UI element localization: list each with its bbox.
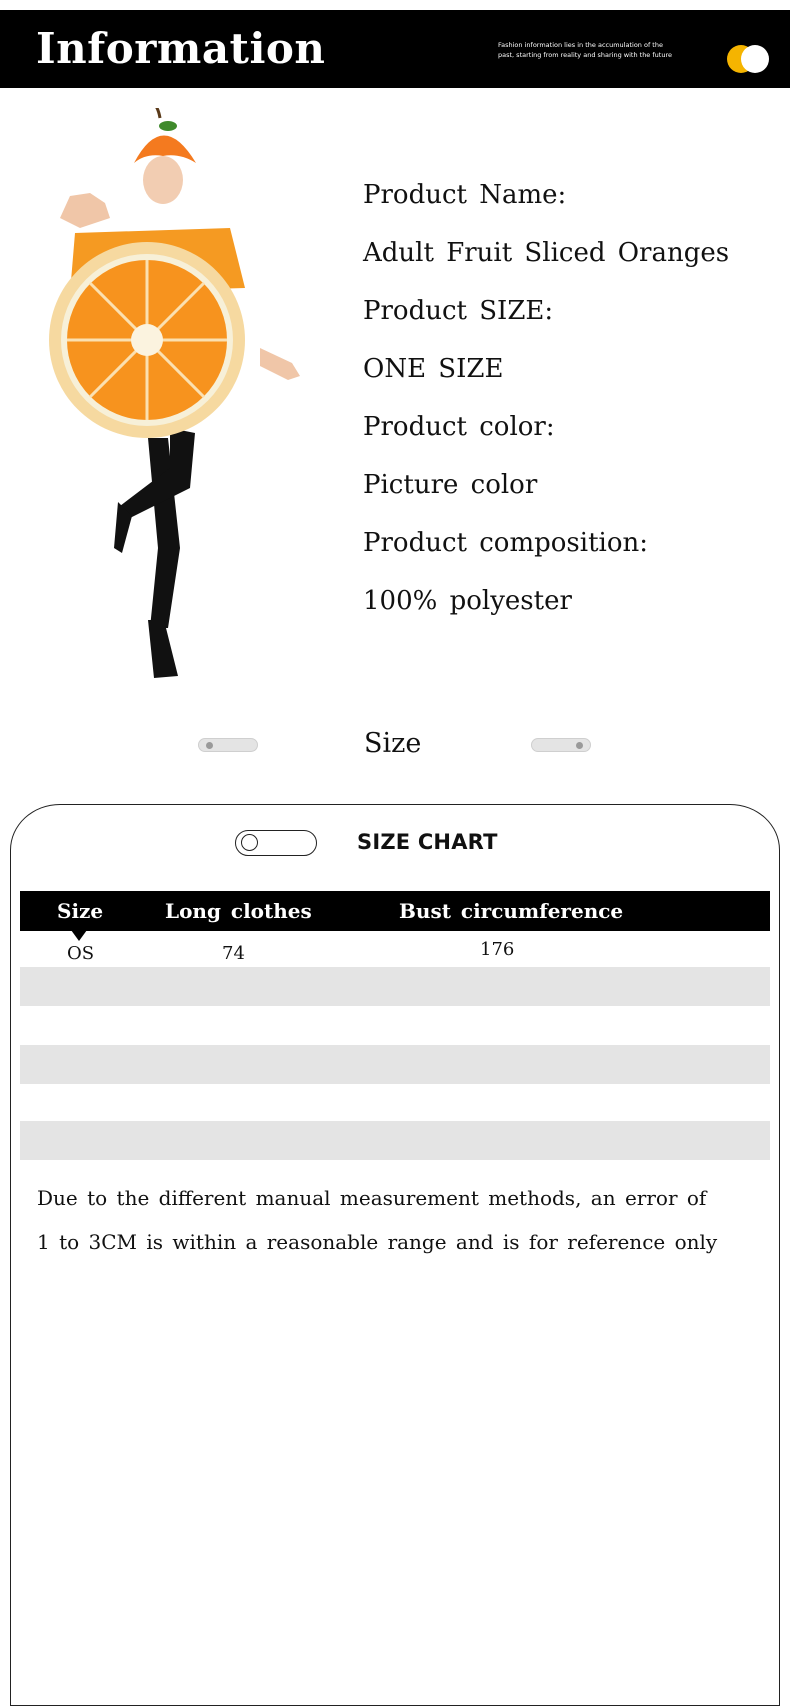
measurement-note-line-2: 1 to 3CM is within a reasonable range and is for reference only	[37, 1230, 718, 1254]
decorative-toggle-icon	[727, 45, 769, 73]
cell-size: OS	[67, 943, 95, 964]
column-header-bust: Bust circumference	[399, 899, 624, 923]
table-row-stripe	[20, 1121, 770, 1160]
tagline-line-2: past, starting from reality and sharing with the future	[498, 51, 672, 59]
table-header	[20, 891, 770, 931]
product-name-label: Product Name:	[363, 180, 567, 210]
cell-long-clothes: 74	[222, 943, 245, 964]
measurement-note-line-1: Due to the different manual measurement methods, an error of	[37, 1186, 707, 1210]
page-title: Information	[36, 24, 326, 73]
size-chart-title: SIZE CHART	[357, 830, 498, 854]
table-row-stripe	[20, 1045, 770, 1084]
column-header-size: Size	[57, 899, 104, 923]
header-tagline	[498, 40, 698, 60]
column-header-long-clothes: Long clothes	[165, 899, 312, 923]
cell-bust: 176	[480, 939, 515, 960]
header-banner	[0, 10, 790, 88]
product-size-label: Product SIZE:	[363, 296, 554, 326]
size-chart-card	[10, 804, 780, 1706]
product-color-label: Product color:	[363, 412, 555, 442]
product-composition-value: 100% polyester	[363, 586, 572, 616]
product-photo	[30, 108, 320, 683]
product-size-value: ONE SIZE	[363, 354, 504, 384]
left-pill-icon	[198, 738, 258, 752]
table-row-stripe	[20, 967, 770, 1006]
header-pointer-icon	[71, 930, 87, 941]
product-composition-label: Product composition:	[363, 528, 648, 558]
product-name-value: Adult Fruit Sliced Oranges	[363, 238, 730, 268]
product-color-value: Picture color	[363, 470, 538, 500]
size-heading: Size	[364, 728, 422, 759]
right-pill-icon	[531, 738, 591, 752]
tagline-line-1: Fashion information lies in the accumulation of the	[498, 41, 663, 49]
chart-toggle-icon	[235, 830, 317, 856]
